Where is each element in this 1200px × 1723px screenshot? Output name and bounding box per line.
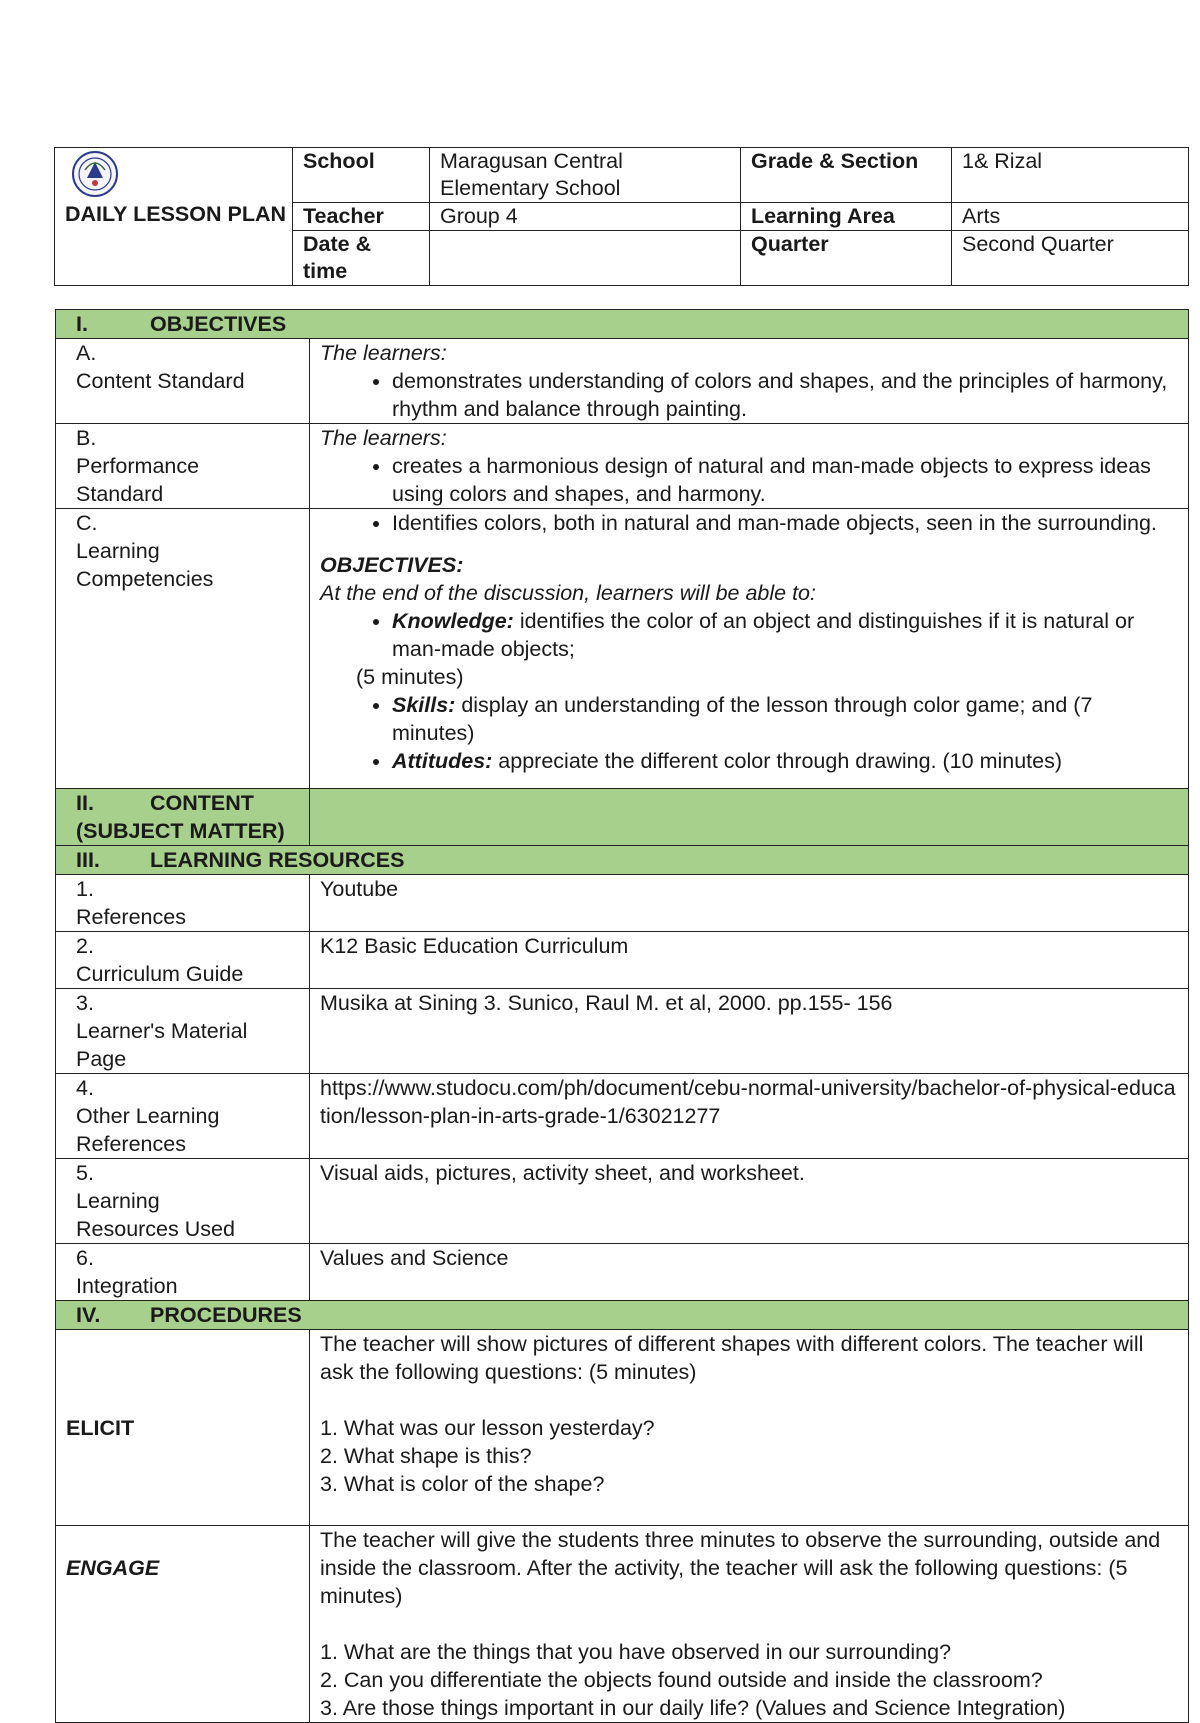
content-subtitle: (SUBJECT MATTER) [76,819,285,843]
skills-text: display an understanding of the lesson through color game; and (7 minutes) [392,693,1093,745]
elicit-label: ELICIT [56,1330,310,1526]
resource-value: Youtube [310,875,1189,932]
content-standard-label: Content Standard [76,369,245,393]
attitudes-item [392,747,1178,775]
resources-section-header [56,846,1189,875]
resource-num: 5. [76,1161,94,1185]
lesson-plan-table [55,309,1189,1723]
deped-seal-icon [71,150,119,198]
resource-value: K12 Basic Education Curriculum [310,932,1189,989]
engage-row [56,1526,1189,1723]
resource-row [56,1244,1189,1301]
resource-label: Integration [76,1274,178,1298]
performance-standard-label: Performance Standard [76,454,200,506]
resources-title: LEARNING RESOURCES [150,848,405,872]
resource-value: Values and Science [310,1244,1189,1301]
objectives-section-header [56,310,1189,339]
objectives-num: I. [76,312,88,336]
knowledge-time: (5 minutes) [356,665,464,689]
procedures-num: IV. [76,1303,101,1327]
resource-row [56,1159,1189,1244]
resources-num: III. [76,848,100,872]
objectives-title: OBJECTIVES [150,312,287,336]
content-num: II. [76,791,94,815]
header-title-cell [55,148,293,286]
area-label: Learning Area [741,203,952,231]
header-table [54,147,1189,286]
header-title: DAILY LESSON PLAN [65,202,287,226]
competencies-num: C. [76,511,98,535]
objectives-heading: OBJECTIVES: [320,553,464,577]
elicit-intro: The teacher will show pictures of different shapes with different colors. The teacher will ask the following questions: (5 minutes) [320,1332,1144,1384]
quarter-label: Quarter [741,231,952,286]
resource-row [56,989,1189,1074]
resource-label: Other Learning References [76,1104,220,1156]
resource-label: Learning Resources Used [76,1189,235,1241]
procedures-title: PROCEDURES [150,1303,302,1327]
resource-value: Musika at Sining 3. Sunico, Raul M. et al, 2000. pp.155- 156 [310,989,1189,1074]
knowledge-item [392,607,1178,663]
performance-standard-intro: The learners: [320,426,447,450]
elicit-question: 1. What was our lesson yesterday? [320,1416,655,1440]
resource-value: Visual aids, pictures, activity sheet, and worksheet. [310,1159,1189,1244]
date-label: Date & time [293,231,430,286]
grade-label: Grade & Section [741,148,952,203]
teacher-value: Group 4 [430,203,741,231]
quarter-value: Second Quarter [952,231,1189,286]
elicit-row [56,1330,1189,1526]
resource-row [56,875,1189,932]
procedures-section-header [56,1301,1189,1330]
knowledge-label: Knowledge: [392,609,514,633]
engage-label: ENGAGE [56,1526,310,1723]
content-standard-num: A. [76,341,97,365]
resource-row [56,932,1189,989]
school-label: School [293,148,430,203]
competencies-bullet: • Identifies colors, both in natural and man-made objects, seen in the surrounding. [392,509,1178,537]
content-standard-row [56,339,1189,424]
content-section-header [56,789,1189,846]
engage-question: 1. What are the things that you have observed in our surrounding? [320,1640,952,1664]
resource-num: 4. [76,1076,94,1100]
attitudes-label: Attitudes: [392,749,493,773]
content-value [310,789,1189,846]
competencies-label: Learning Competencies [76,539,214,591]
resource-value-link[interactable]: https://www.studocu.com/ph/document/cebu-normal-university/bachelor-of-physical-education/lesson-plan-in-arts-grade-1/63021277 [310,1074,1189,1159]
resource-num: 1. [76,877,94,901]
elicit-question: 3. What is color of the shape? [320,1472,605,1496]
attitudes-text: appreciate the different color through drawing. (10 minutes) [492,749,1063,773]
content-title: CONTENT [150,791,254,815]
elicit-question: 2. What shape is this? [320,1444,532,1468]
resource-num: 6. [76,1246,94,1270]
skills-label: Skills: [392,693,456,717]
content-standard-bullet: • demonstrates understanding of colors and shapes, and the principles of harmony, rhythm and balance through painting. [392,367,1178,423]
school-value: Maragusan Central Elementary School [430,148,741,203]
competencies-row [56,509,1189,789]
area-value: Arts [952,203,1189,231]
objectives-intro: At the end of the discussion, learners will be able to: [320,581,816,605]
engage-question: 2. Can you differentiate the objects found outside and inside the classroom? [320,1668,1043,1692]
performance-standard-bullet: • creates a harmonious design of natural and man-made objects to express ideas using colors and shapes, and harmony. [392,452,1178,508]
performance-standard-num: B. [76,426,97,450]
knowledge-text: identifies the color of an object and distinguishes if it is natural or man-made objects; [392,609,1135,661]
teacher-label: Teacher [293,203,430,231]
content-standard-intro: The learners: [320,341,447,365]
engage-intro: The teacher will give the students three minutes to observe the surrounding, outside and inside the classroom. After the activity, the teacher will ask the following questions: (5 minutes) [320,1528,1161,1608]
resource-label: References [76,905,186,929]
grade-value: 1& Rizal [952,148,1189,203]
date-value [430,231,741,286]
engage-question: 3. Are those things important in our daily life? (Values and Science Integration) [320,1696,1066,1720]
resource-num: 2. [76,934,94,958]
resource-label: Learner's Material Page [76,1019,248,1071]
resource-row [56,1074,1189,1159]
performance-standard-row [56,424,1189,509]
resource-num: 3. [76,991,94,1015]
skills-item [392,691,1178,747]
resource-label: Curriculum Guide [76,962,244,986]
